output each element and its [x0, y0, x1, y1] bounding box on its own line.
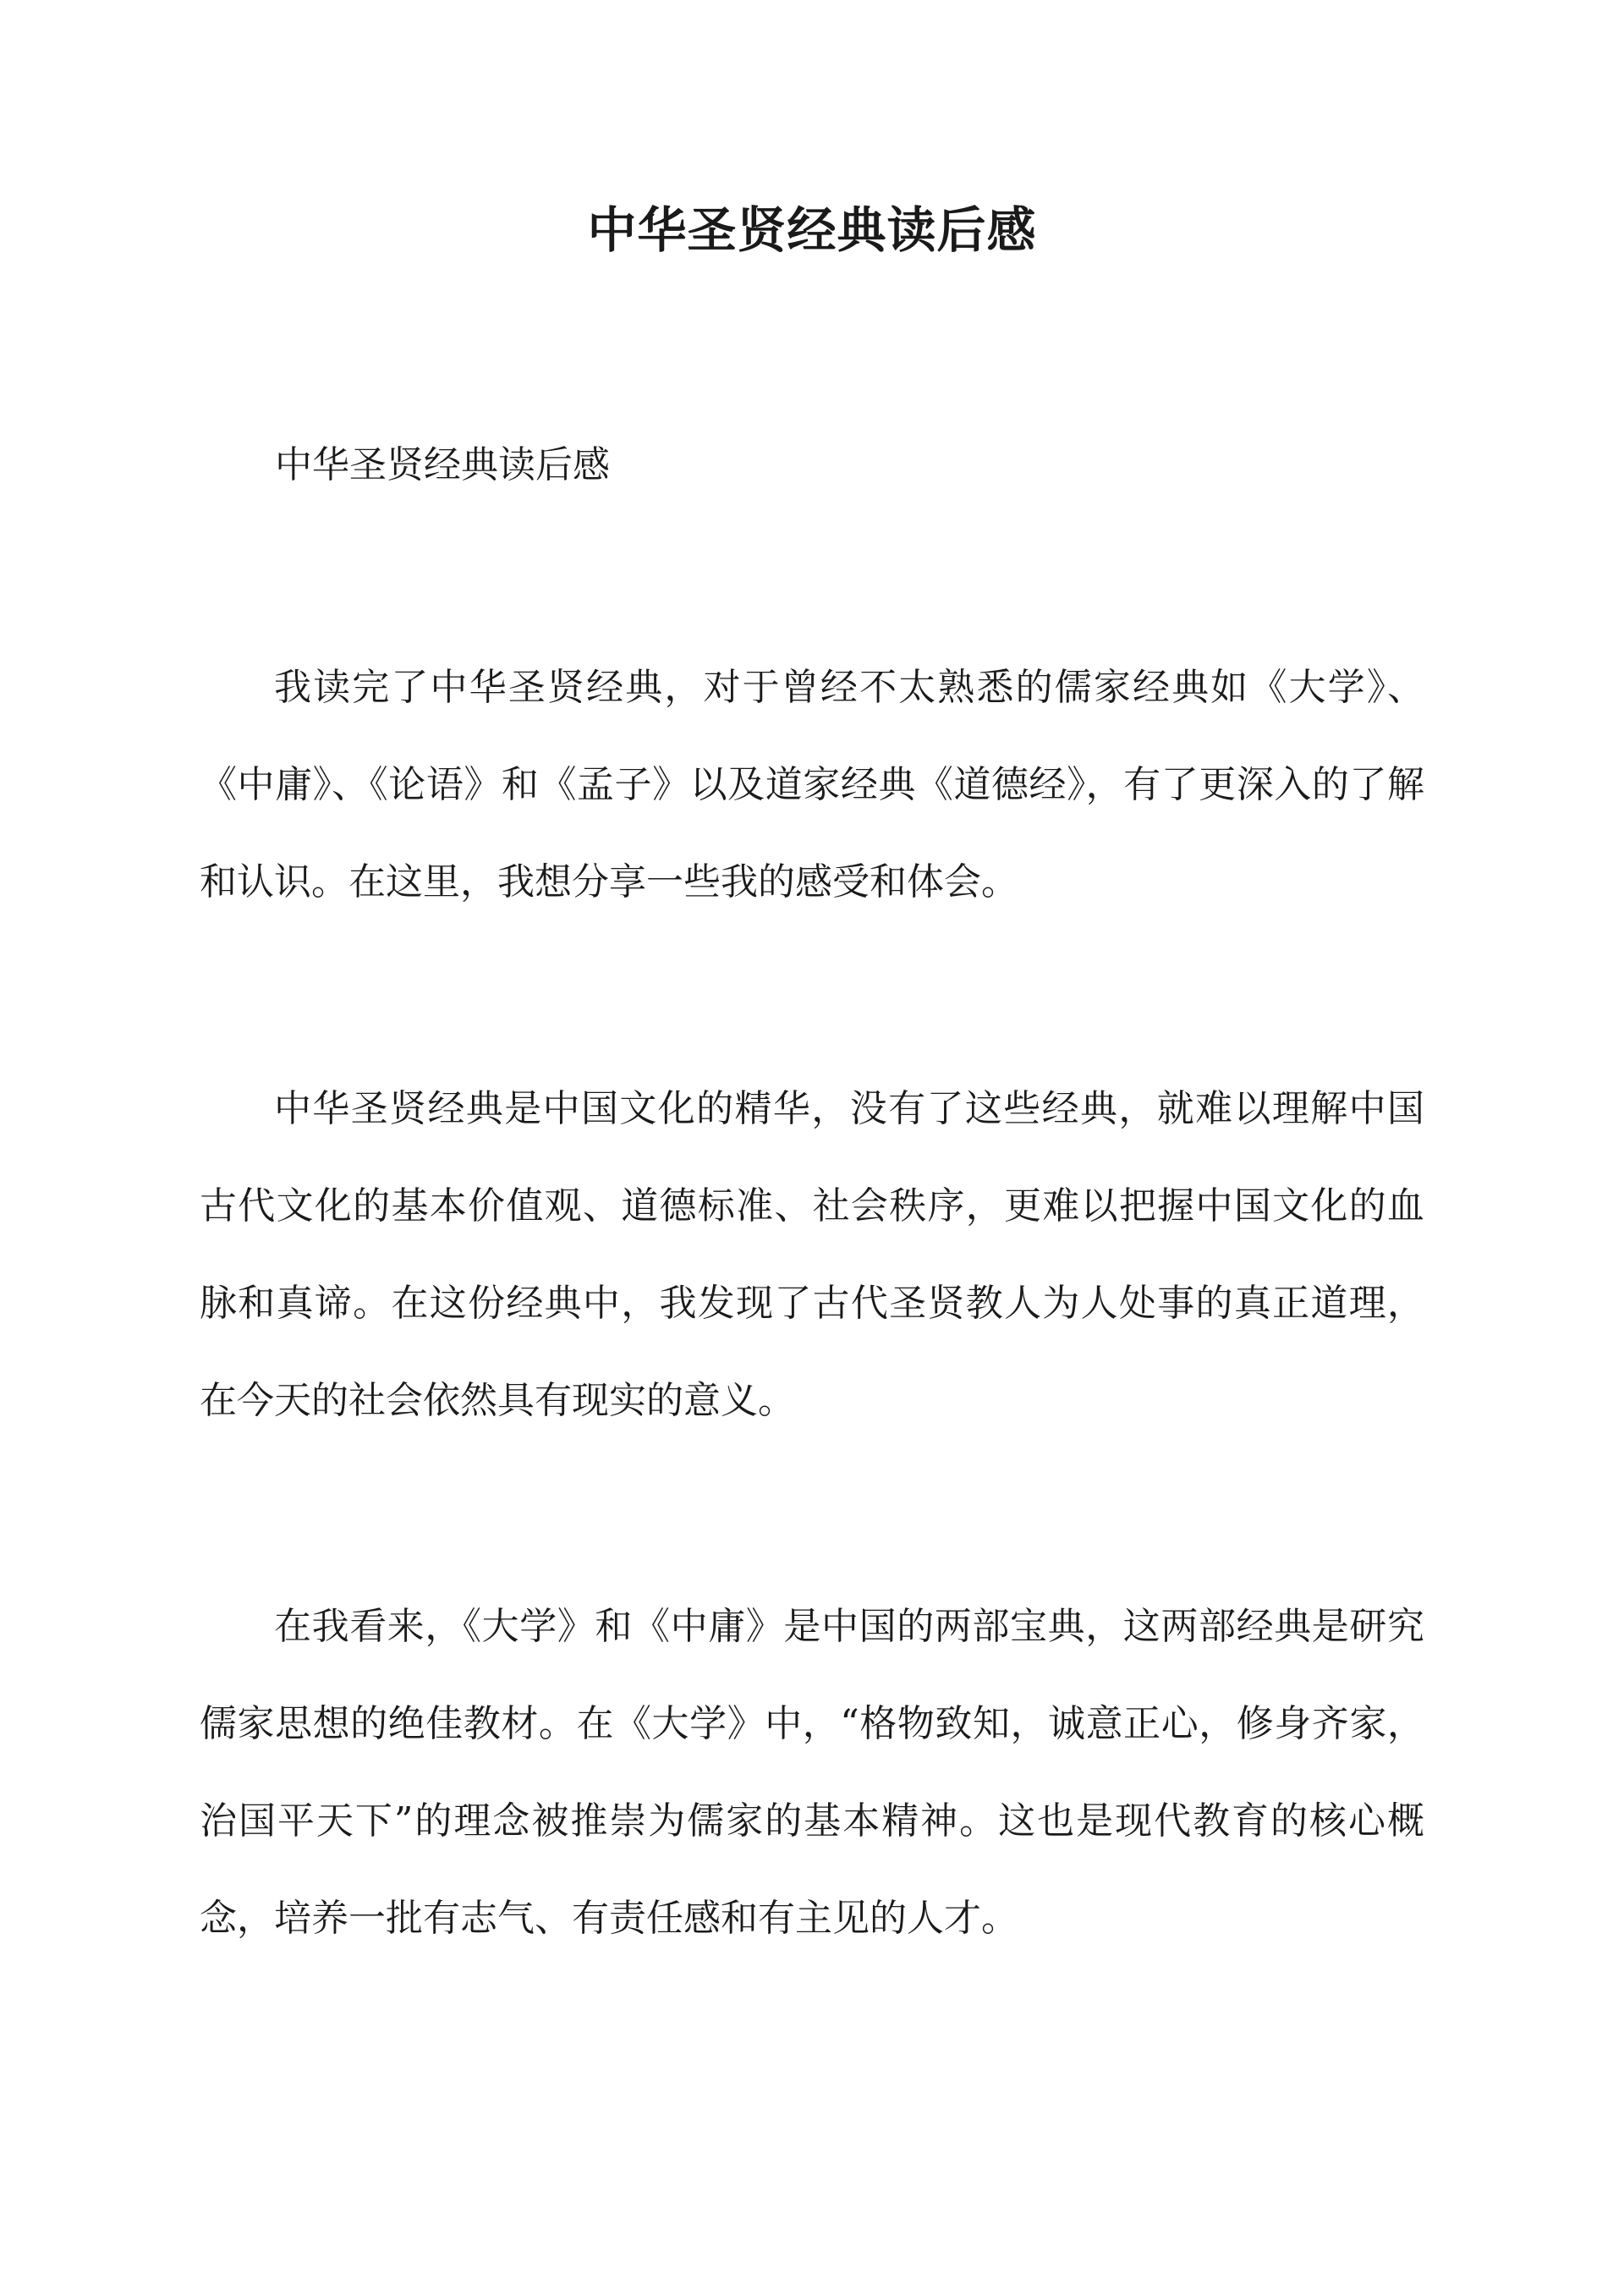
paragraph-2: 中华圣贤经典是中国文化的精华，没有了这些经典，就难以理解中国古代文化的基本价值观、道德标准、社会秩序，更难以把握中国文化的血脉和真谛。在这份经典中，我发现了古代圣贤教人为人处事的真正道理，在今天的社会依然具有现实的意义。	[200, 1087, 1424, 1422]
document-title: 中华圣贤经典读后感	[587, 201, 1037, 259]
paragraph-3: 在我看来，《大学》和《中庸》是中国的两部宝典，这两部经典是研究儒家思想的绝佳教材。在《大学》中，“格物致知，诚意正心，修身齐家，治国平天下”的理念被推崇为儒家的基本精神。这也是现代教育的核心概念，培养一批有志气、有责任感和有主见的人才。	[200, 1605, 1424, 1940]
paragraph-1: 我读完了中华圣贤经典，对于曾经不太熟悉的儒家经典如《大学》、《中庸》、《论语》和《孟子》以及道家经典《道德经》，有了更深入的了解和认识。在这里，我想分享一些我的感受和体会。	[200, 666, 1424, 904]
document-subtitle: 中华圣贤经典读后感	[275, 443, 610, 486]
